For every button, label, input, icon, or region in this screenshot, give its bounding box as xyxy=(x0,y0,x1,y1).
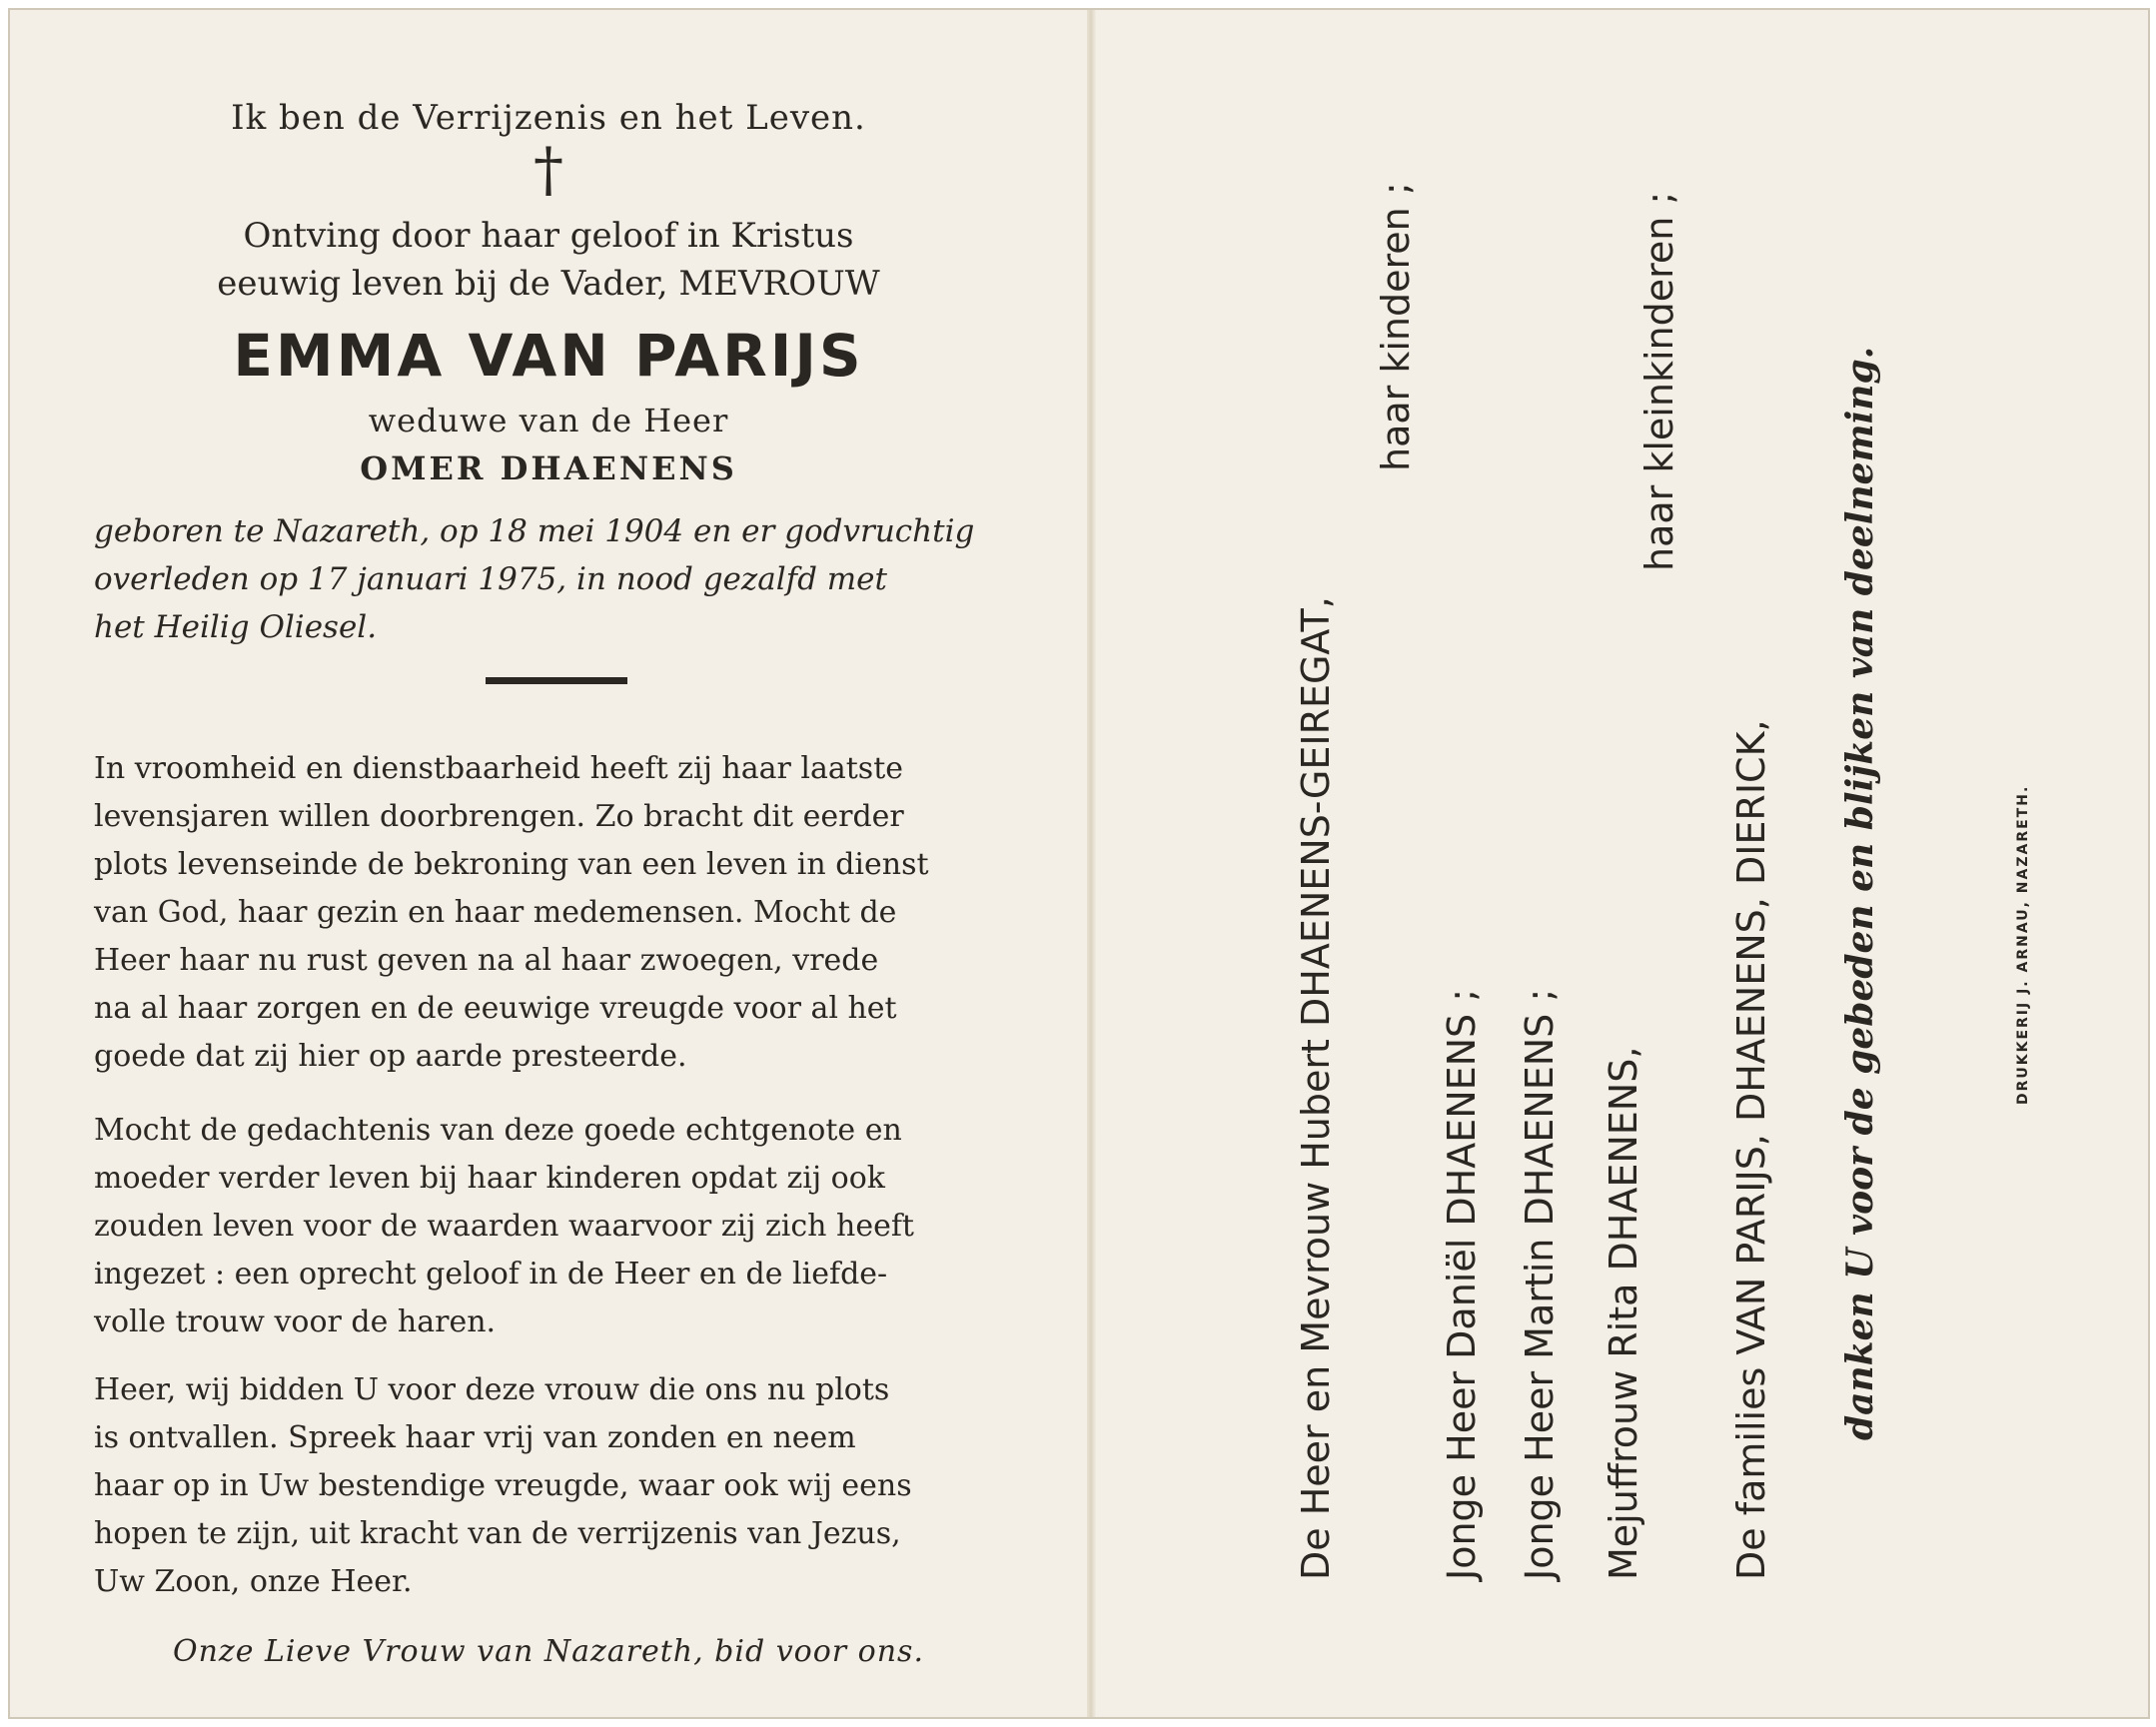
text-line: moeder verder leven bij haar kinderen opdat zij ook xyxy=(94,1161,885,1196)
family-line-5: De families VAN PARIJS, DHAENENS, DIERICK, xyxy=(1729,719,1773,1580)
motto: Ik ben de Verrijzenis en het Leven. xyxy=(231,98,866,138)
text-line: volle trouw voor de haren. xyxy=(94,1304,497,1339)
dates-block xyxy=(94,507,1023,651)
deceased-name: EMMA VAN PARIJS xyxy=(233,322,864,390)
family-line-4: Mejuffrouw Rita DHAENENS, xyxy=(1602,1046,1645,1580)
role-children: haar kinderen ; xyxy=(1374,182,1418,471)
text-line: In vroomheid en dienstbaarheid heeft zij haar laatste xyxy=(94,751,903,786)
family-line-1: De Heer en Mevrouw Hubert DHAENENS-GEIREGAT, xyxy=(1294,596,1338,1580)
dates-line: het Heilig Oliesel. xyxy=(94,609,378,645)
text-line: zouden leven voor de waarden waarvoor zij zich heeft xyxy=(94,1209,914,1244)
family-line-3: Jonge Heer Martin DHAENENS ; xyxy=(1518,988,1562,1580)
text-line: hopen te zijn, uit kracht van de verrijzenis van Jezus, xyxy=(94,1516,901,1551)
family-line-2: Jonge Heer Daniël DHAENENS ; xyxy=(1440,988,1484,1580)
text-line: is ontvallen. Spreek haar vrij van zonden en neem xyxy=(94,1420,856,1455)
paragraph-3 xyxy=(94,1366,1025,1606)
closing-prayer: Onze Lieve Vrouw van Nazareth, bid voor ons. xyxy=(173,1634,924,1669)
intro-line-2: eeuwig leven bij de Vader, MEVROUW xyxy=(217,264,880,304)
card-fold xyxy=(1087,10,1097,1717)
text-line: ingezet : een oprecht geloof in de Heer en de liefde- xyxy=(94,1257,888,1292)
widow-line: weduwe van de Heer xyxy=(368,402,729,439)
text-line: goede dat zij hier op aarde presteerde. xyxy=(94,1039,687,1074)
text-line: na al haar zorgen en de eeuwige vreugde voor al het xyxy=(94,991,897,1026)
husband-name: OMER DHAENENS xyxy=(360,449,737,487)
dates-line: overleden op 17 januari 1975, in nood gezalfd met xyxy=(94,561,887,597)
text-line: levensjaren willen doorbrengen. Zo bracht dit eerder xyxy=(94,799,904,834)
dates-line: geboren te Nazareth, op 18 mei 1904 en er godvruchtig xyxy=(94,513,975,549)
divider-rule xyxy=(486,677,627,684)
left-panel xyxy=(10,10,1087,1717)
memorial-card xyxy=(8,8,2150,1719)
text-line: haar op in Uw bestendige vreugde, waar ook wij eens xyxy=(94,1468,912,1503)
right-panel xyxy=(1097,10,2150,1717)
text-line: Mocht de gedachtenis van deze goede echtgenote en xyxy=(94,1113,902,1148)
intro-line-1: Ontving door haar geloof in Kristus xyxy=(243,216,854,256)
text-line: Uw Zoon, onze Heer. xyxy=(94,1564,413,1599)
paragraph-2 xyxy=(94,1107,1025,1346)
text-line: van God, haar gezin en haar medemensen. Mocht de xyxy=(94,895,897,930)
text-line: plots levenseinde de bekroning van een leven in dienst xyxy=(94,847,929,882)
cross-icon: † xyxy=(534,135,563,205)
printer-imprint: DRUKKERIJ J. ARNAU, NAZARETH. xyxy=(2015,784,2031,1105)
role-grandchildren: haar kleinkinderen ; xyxy=(1637,191,1681,571)
text-line: Heer, wij bidden U voor deze vrouw die ons nu plots xyxy=(94,1372,890,1407)
thanks-line: danken U voor de gebeden en blijken van deelneming. xyxy=(1839,346,1881,1440)
paragraph-1 xyxy=(94,745,1025,1081)
text-line: Heer haar nu rust geven na al haar zwoegen, vrede xyxy=(94,943,879,978)
